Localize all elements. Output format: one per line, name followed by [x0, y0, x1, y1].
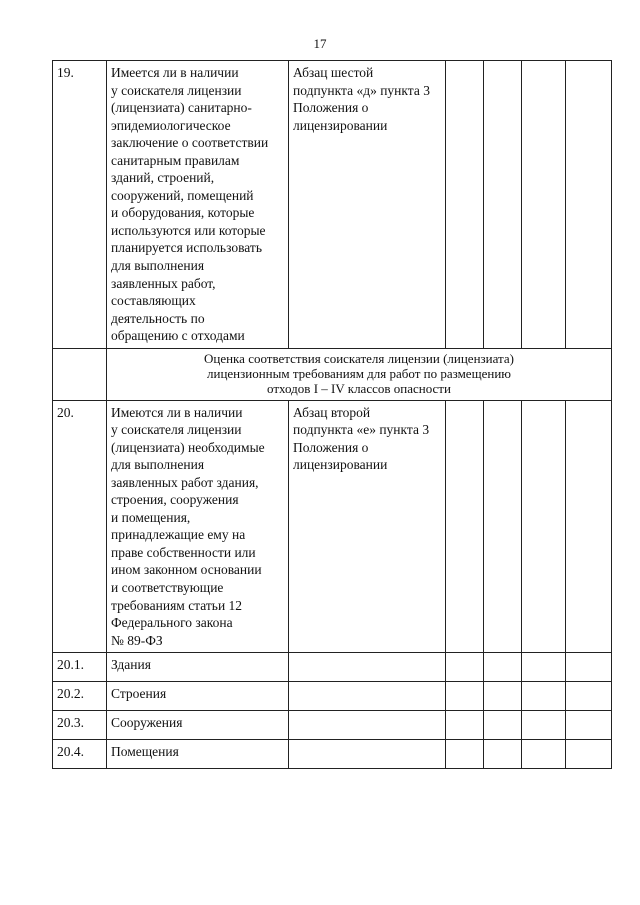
requirement-question: Имеется ли в наличии у соискателя лицензии (лицензиата) санитарно- эпидемиологическое заключение о соответствии санитарным правилам зданий, строений, сооружений, помещений и оборудования, которые используются или которые планируется использовать для выполнения заявленных работ, составляющих деятельность по обращению с отходами	[107, 61, 289, 349]
answer-cell-na[interactable]	[522, 400, 566, 653]
answer-cell-na[interactable]	[522, 740, 566, 769]
answer-cell-note[interactable]	[566, 400, 612, 653]
answer-cell-note[interactable]	[566, 740, 612, 769]
answer-cell-note[interactable]	[566, 682, 612, 711]
answer-cell-note[interactable]	[566, 653, 612, 682]
answer-cell-no[interactable]	[484, 61, 522, 349]
answer-cell-na[interactable]	[522, 61, 566, 349]
row-number: 19.	[53, 61, 107, 349]
requirement-question: Здания	[107, 653, 289, 682]
answer-cell-no[interactable]	[484, 711, 522, 740]
row-number: 20.	[53, 400, 107, 653]
section-header-row	[53, 348, 612, 400]
legal-reference	[289, 740, 446, 769]
answer-cell-yes[interactable]	[446, 740, 484, 769]
table-row-20-3	[53, 711, 612, 740]
answer-cell-no[interactable]	[484, 400, 522, 653]
answer-cell-yes[interactable]	[446, 61, 484, 349]
requirement-question: Помещения	[107, 740, 289, 769]
row-number: 20.3.	[53, 711, 107, 740]
requirement-question: Сооружения	[107, 711, 289, 740]
requirement-question: Строения	[107, 682, 289, 711]
answer-cell-na[interactable]	[522, 682, 566, 711]
legal-reference: Абзац шестой подпункта «д» пункта 3 Положения о лицензировании	[289, 61, 446, 349]
answer-cell-na[interactable]	[522, 653, 566, 682]
answer-cell-yes[interactable]	[446, 711, 484, 740]
table-row-20	[53, 400, 612, 653]
row-number: 20.1.	[53, 653, 107, 682]
answer-cell-note[interactable]	[566, 711, 612, 740]
answer-cell-na[interactable]	[522, 711, 566, 740]
table-row-19	[53, 61, 612, 349]
table-row-20-4	[53, 740, 612, 769]
legal-reference: Абзац второй подпункта «е» пункта 3 Положения о лицензировании	[289, 400, 446, 653]
section-spacer-cell	[53, 348, 107, 400]
table-row-20-1	[53, 653, 612, 682]
row-number: 20.2.	[53, 682, 107, 711]
requirement-question: Имеются ли в наличии у соискателя лицензии (лицензиата) необходимые для выполнения заявленных работ здания, строения, сооружения и помещения, принадлежащие ему на праве собственности или ином законном основании и соответствующие требованиям статьи 12 Федерального закона № 89-ФЗ	[107, 400, 289, 653]
answer-cell-note[interactable]	[566, 61, 612, 349]
answer-cell-no[interactable]	[484, 653, 522, 682]
answer-cell-no[interactable]	[484, 682, 522, 711]
legal-reference	[289, 682, 446, 711]
answer-cell-no[interactable]	[484, 740, 522, 769]
section-title: Оценка соответствия соискателя лицензии (лицензиата) лицензионным требованиям для работ по размещению отходов I – IV классов опасности	[107, 348, 612, 400]
legal-reference	[289, 653, 446, 682]
legal-reference	[289, 711, 446, 740]
page-number: 17	[313, 36, 327, 51]
answer-cell-yes[interactable]	[446, 682, 484, 711]
table-row-20-2	[53, 682, 612, 711]
answer-cell-yes[interactable]	[446, 400, 484, 653]
row-number: 20.4.	[53, 740, 107, 769]
answer-cell-yes[interactable]	[446, 653, 484, 682]
checklist-table	[52, 60, 612, 769]
